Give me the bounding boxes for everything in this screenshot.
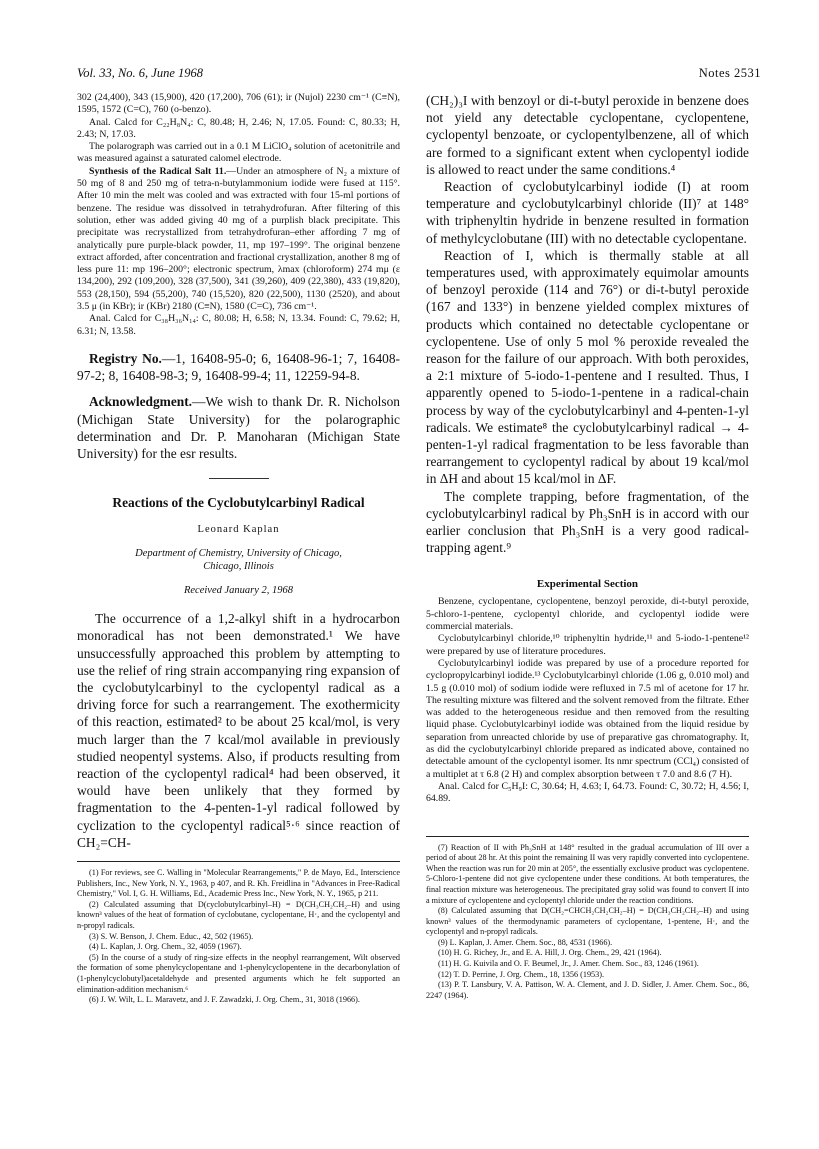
footnote: (12) T. D. Perrine, J. Org. Chem., 18, 1356 (1953). [438,969,605,979]
article-body-paragraph: Reaction of cyclobutylcarbinyl iodide (I) at room temperature and cyclobutylcarbinyl chloride (II)⁷ at 148° with triphenyltin hydride in benzene resulted in formation of methylcyclobutane (III) with no detectable cyclopentane. [426,179,749,246]
footnote: (9) L. Kaplan, J. Amer. Chem. Soc., 88, 4531 (1966). [438,937,613,947]
footnote: (7) Reaction of II with Ph₃SnH at 148° resulted in the gradual accumulation of III over a period of about 28 hr. At this point the remaining II was very rapidly converted into cyclopentene. When the reaction was run for 20 min at 205°, the essentially exclusive product was cyclopentene. 5-Chloro-1-pentene did not give cyclopentene under these conditions. At both temperatures, the final reaction mixture was heterogeneous. The precipitated gray solid was found to convert II into a mixture of cyclopentene and cyclopentyl chloride under the reaction conditions. [426,842,749,905]
affiliation-line-2: Chicago, Illinois [203,561,274,573]
experimental-paragraph: Cyclobutylcarbinyl chloride,¹⁰ triphenyltin hydride,¹¹ and 5-iodo-1-pentene¹² were prepared by use of literature procedures. [426,633,749,657]
polarograph-note: The polarograph was carried out in a 0.1 M LiClO₄ solution of acetonitrile and was measured against a saturated calomel electrode. [77,141,400,165]
footnote-rule [77,861,400,862]
radical-salt-analysis: Anal. Calcd for C₃₈H₃₆N₁₄: C, 80.08; H, 6.58; N, 13.34. Found: C, 79.62; H, 6.31; N, 13.58. [77,313,400,337]
footnote: (13) P. T. Lansbury, V. A. Pattison, W. A. Clement, and J. D. Sidler, J. Amer. Chem. Soc., 86, 2247 (1964). [426,980,749,1000]
registry-paragraph [77,350,400,384]
section-divider [209,478,269,479]
left-column [77,92,400,1006]
article-body-paragraph: The complete trapping, before fragmentation, of the cyclobutylcarbinyl radical by Ph₃SnH is in accord with our earlier conclusion that Ph₃SnH is a very good radical-trapping agent.⁹ [426,488,749,556]
registry-text: —1, 16408-95-0; 6, 16408-96-1; 7, 16408-97-2; 8, 16408-98-3; 9, 16408-99-4; 11, 12259-94-8. [77,350,400,384]
footnote: (6) J. W. Wilt, L. L. Maravetz, and J. F. Zawadzki, J. Org. Chem., 31, 3018 (1966). [89,995,360,1005]
synthesis-paragraph [77,166,400,314]
footnote-rule [426,836,749,837]
experimental-paragraph: Cyclobutylcarbinyl iodide was prepared by use of a procedure reported for cyclopropylcarbinyl iodide.¹³ Cyclobutylcarbinyl chloride (1.06 g, 0.010 mol) and 1.5 g (0.010 mol) of sodium iodide were refluxed in 7.5 ml of acetone for 17 hr. The resulting mixture was filtered and the solvent removed from the filtrate. Ether was added to the heterogeneous residue and then removed from the resulting liquid phase. Cyclobutylcarbinyl iodide was obtained from the liquid residue by separation from unreacted chloride by use of preparative gas chromatography. It, as did the cyclobutylcarbinyl chloride prepared as indicated above, contained no detectable amount of the cyclopentyl isomer. Its nmr spectrum (CCl₄) consisted of a multiplet at τ 6.8 (2 H) and complex absorption between τ 7.0 and 8.6 (7 H). [426,657,749,780]
spectral-data-continued: 302 (24,400), 343 (15,900), 420 (17,200), 706 (61); ir (Nujol) 2230 cm⁻¹ (C≡N), 1595, 1572 (C=C), 760 (o-benzo). [77,92,400,116]
article-body-paragraph: (CH₂)₃I with benzoyl or di-t-butyl peroxide in benzene does not yield any detectable cyclopentane, cyclopentene, cyclopentyl benzoate, or cyclopentylbenzene, all of which are formed to a significant extent when cyclopentyl iodide is allowed to react under the same conditions.⁴ [426,93,749,177]
acknowledgment-paragraph [77,393,400,462]
received-date: Received January 2, 1968 [183,585,294,597]
experimental-section-heading: Experimental Section [536,578,639,591]
footnotes-left [77,868,400,1006]
affiliation-line-1: Department of Chemistry, University of Chicago, [135,548,342,560]
right-column [426,92,749,1001]
footnote: (4) L. Kaplan, J. Org. Chem., 32, 4059 (1967). [89,942,242,952]
footnote: (5) In the course of a study of ring-size effects in the neophyl rearrangement, Wilt observed the formation of some phenylcyclopentane and 1-phenylcyclopentene in the decarbonylation of (1-phenylcyclobutyl)acetaldehyde and presented arguments which he felt supported an elimination-addition mechanism.⁶ [77,952,400,994]
experimental-analysis: Anal. Calcd for C₅H₉I: C, 30.64; H, 4.63; I, 64.73. Found: C, 30.72; H, 4.56; I, 64.89. [426,780,749,805]
footnote: (10) H. G. Richey, Jr., and E. A. Hill, J. Org. Chem., 29, 421 (1964). [438,948,662,958]
running-header-page: Notes 2531 [698,66,761,80]
footnote: (1) For reviews, see C. Walling in "Molecular Rearrangements," P. de Mayo, Ed., Interscience Publishers, Inc., New York, N. Y., 1963, p 407, and R. Kh. Freidlina in "Advances in Free-Radical Chemistry," Vol. I, G. H. Williams, Ed., Academic Press Inc., New York, N. Y., 1965, p 211. [77,868,400,899]
footnote: (8) Calculated assuming that D(CH₂=CHCH₂CH₂CH₂–H) = D(CH₃CH₂CH₂–H) and using known³ values of the thermodynamic parameters of cyclopentane, 1-pentene, H·, and the cyclopentyl and n-propyl radicals. [426,906,749,937]
experimental-paragraph: Benzene, cyclopentane, cyclopentene, benzoyl peroxide, di-t-butyl peroxide, 5-chloro-1-pentene, cyclopentyl chloride, and cyclopentyl iodide were commercial materials. [426,596,749,633]
running-header-volume: Vol. 33, No. 6, June 1968 [77,66,204,80]
registry-heading: Registry No. [89,350,162,366]
synthesis-heading: Synthesis of the Radical Salt 11. [89,165,227,177]
footnote: (3) S. W. Benson, J. Chem. Educ., 42, 502 (1965). [89,931,254,941]
author-name: Leonard Kaplan [197,524,280,536]
acknowledgment-heading: Acknowledgment. [89,394,193,410]
footnotes-right [426,843,749,1002]
synthesis-text: —Under an atmosphere of N₂ a mixture of 50 mg of 8 and 250 mg of tetra-n-butylammonium iodide were fused at 115°. After 10 min the melt was cooled and was extracted with four 15-ml portions of benzene. The residue was dissolved in tetrahydrofuran. After filtering of this solution, ether was added giving 40 mg of a purplish black precipitate. This precipitate was recrystallized from tetrahydrofuran–ether affording 7 mg of analytically pure purple-black powder, 11, mp 197–199°. The original benzene extract afforded, after concentration and fractional crystallization, another 8 mg of less pure 11: mp 196–200°; electronic spectrum, λmax (chloroform) 274 mμ (ε 134,200), 292 (109,200), 328 (37,500), 341 (39,260), 409 (22,380), 433 (19,820), 553 (28,150), 594 (55,200), 740 (15,520), 820 (22,500), 1130 (2520), and about 3.5 μ (in KBr); ir (KBr) 2180 (C≡N), 1580 (C=C), 736 cm⁻¹. [77,165,400,313]
elemental-analysis: Anal. Calcd for C₂₂H₈N₄: C, 80.48; H, 2.46; N, 17.05. Found: C, 80.33; H, 2.43; N, 17.03. [77,116,400,140]
acknowledgment-text: —We wish to thank Dr. R. Nicholson (Michigan State University) for the polarographic determination and Dr. P. Manoharan (Michigan State University) for the esr results. [77,394,400,461]
article-body-paragraph: Reaction of I, which is thermally stable at all temperatures used, with approximately equimolar amounts of benzoyl peroxide (114 and 76°) or di-t-butyl peroxide (167 and 133°) in benzene yielded complex mixtures of products which contained no detectable cyclopentane or cyclopentene. Use of only 5 mol % peroxide revealed the reason for the failure of our approach. With both peroxides, a 2:1 mixture of 5-iodo-1-pentene and I resulted. Thus, I apparently opened to 5-iodo-1-pentene in a radical-chain process by way of the cyclobutylcarbinyl and 4-penten-1-yl radicals. We estimate⁸ the cyclobutylcarbinyl radical → 4-penten-1-yl radical fragmentation to be less favorable than rearrangement to cyclopentyl radical by about 19 kcal/mol in ΔH and about 15 kcal/mol in ΔF. [426,247,749,487]
footnote: (11) H. G. Kuivila and O. F. Beumel, Jr., J. Amer. Chem. Soc., 83, 1246 (1961). [438,959,699,969]
footnote: (2) Calculated assuming that D(cyclobutylcarbinyl–H) = D(CH₃CH₂CH₂–H) and using known³ values of the heat of formation of cyclobutane, cyclopentane, H·, and the cyclopentyl and n-propyl radicals. [77,899,400,930]
article-title: Reactions of the Cyclobutylcarbinyl Radical [112,495,365,511]
article-body-paragraph: The occurrence of a 1,2-alkyl shift in a hydrocarbon monoradical has not been demonstrated.¹ We have unsuccessfully approached this problem by attempting to use the relief of ring strain accompanying ring expansion of the cyclobutylcarbinyl to the cyclopentyl radical as a driving force for such a rearrangement. The exothermicity of this reaction, estimated² to be about 25 kcal/mol, is very much larger than the 7 kcal/mol available in previously studied neopentyl systems. Also, if products resulting from reaction of the cyclopentyl radical⁴ had been observed, it would have been unlikely that they formed by fragmentation to the 4-penten-1-yl radical followed by cyclization to the cyclopentyl radical⁵·⁶ since reaction of CH₂=CH- [77,611,400,850]
